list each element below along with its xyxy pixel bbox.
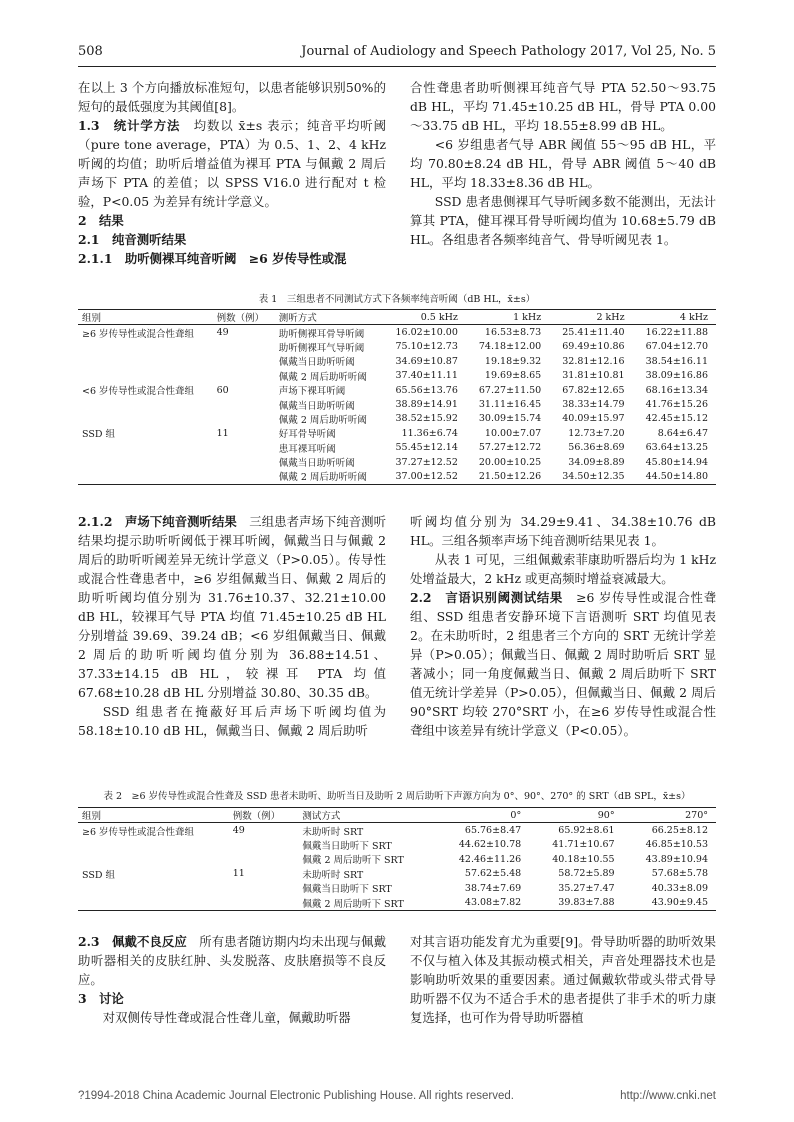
- table-cell: 32.81±12.16: [562, 355, 625, 367]
- table-cell: [78, 455, 213, 469]
- section-heading: 2.1.1 助听侧裸耳纯音听阈 ≥6 岁传导性或混: [78, 251, 347, 266]
- table-cell: <6 岁传导性或混合性聋组: [82, 386, 195, 398]
- table-cell: 11: [232, 868, 245, 880]
- table-cell: 66.25±8.12: [651, 825, 708, 837]
- table-cell: 19.69±8.65: [484, 370, 542, 382]
- section-heading: 2.2 言语识别阈测试结果: [410, 590, 564, 605]
- table-cell: [229, 895, 299, 910]
- table-cell: 佩戴当日助听听阈: [278, 458, 355, 470]
- table-row: [78, 838, 716, 852]
- table-cell: 37.27±12.52: [395, 456, 458, 468]
- table-cell: 35.27±7.47: [558, 882, 615, 894]
- table-cell: 20.00±10.25: [478, 456, 542, 468]
- table-cell: [78, 469, 213, 484]
- table-cell: 佩戴当日助听听阈: [278, 357, 355, 369]
- table-cell: 未助听时 SRT: [302, 869, 364, 881]
- table-cell: 43.90±9.45: [651, 897, 708, 909]
- table-cell: [78, 838, 229, 852]
- table-cell: 65.56±13.76: [395, 384, 458, 396]
- paragraph: <6 岁组患者气导 ABR 阈值 55～95 dB HL，平均 70.80±8.24 dB HL，骨导 ABR 阈值 5～40 dB HL，平均 18.33±8.36 dB HL。: [410, 137, 716, 190]
- table-cell: 57.68±5.78: [651, 868, 708, 880]
- journal-header: Journal of Audiology and Speech Pathology 2017, Vol 25, No. 5: [301, 44, 716, 59]
- table-cell: ≥6 岁传导性或混合性聋组: [82, 826, 195, 838]
- column-header: 组别: [82, 811, 102, 823]
- column-header: 1 kHz: [513, 311, 542, 323]
- table-cell: 38.54±16.11: [645, 355, 708, 367]
- table-row: [78, 867, 716, 881]
- table-cell: 67.04±12.70: [645, 341, 708, 353]
- paragraph: SSD 患者患侧裸耳气导听阈多数不能测出，无法计算其 PTA，健耳裸耳骨导听阈均值为 10.68±5.79 dB HL。各组患者各频率纯音气、骨导听阈见表 1。: [410, 194, 716, 247]
- column-header: 例数（例）: [216, 313, 265, 325]
- table-cell: 12.73±7.20: [568, 427, 625, 439]
- table-cell: 佩戴当日助听下 SRT: [302, 884, 392, 896]
- table-cell: 30.09±15.74: [478, 413, 542, 425]
- paragraph-text: 所有患者随访期内均未出现与佩戴助听器相关的皮肤红肿、头发脱落、皮肤磨损等不良反应。: [78, 934, 387, 987]
- table-cell: 16.22±11.88: [645, 327, 708, 339]
- table-cell: [78, 852, 229, 866]
- table-cell: [213, 455, 275, 469]
- page-number: 508: [78, 44, 103, 59]
- table-row: [78, 383, 716, 397]
- table-cell: 57.62±5.48: [464, 868, 522, 880]
- table-cell: [213, 354, 275, 368]
- table-cell: 19.18±9.32: [484, 355, 542, 367]
- table-cell: [78, 354, 213, 368]
- header-rule: [78, 66, 716, 67]
- table-cell: 45.80±14.94: [645, 456, 708, 468]
- table-cell: 助听侧裸耳骨导听阈: [278, 328, 365, 340]
- table-cell: 67.82±12.65: [562, 384, 625, 396]
- table-cell: [78, 895, 229, 910]
- table-row: [78, 426, 716, 440]
- table-cell: 佩戴 2 周后助听听阈: [278, 472, 367, 484]
- table-cell: 60: [216, 384, 229, 396]
- table-cell: 43.89±10.94: [645, 853, 708, 865]
- table-cell: 74.18±12.00: [478, 341, 542, 353]
- right-column-bottom: [410, 932, 716, 1027]
- table-cell: 31.11±16.45: [478, 399, 542, 411]
- table-row: [78, 354, 716, 368]
- column-header: 例数（例）: [232, 811, 281, 823]
- table-cell: 38.89±14.91: [395, 399, 458, 411]
- table2-caption: 表 2 ≥6 岁传导性或混合性聋及 SSD 患者未助听、助听当日及助听 2 周后助听下声源方向为 0°、90°、270° 的 SRT（dB SPL，x̄±s）: [103, 791, 691, 802]
- table-row: [78, 455, 716, 469]
- table-cell: 佩戴 2 周后助听听阈: [278, 414, 367, 426]
- left-column-bottom: [78, 932, 386, 1027]
- table-row: [78, 823, 716, 838]
- table-cell: 69.49±10.86: [562, 341, 625, 353]
- table-cell: [78, 397, 213, 411]
- table-cell: 43.08±7.82: [464, 897, 522, 909]
- table-cell: 好耳骨导听阈: [278, 429, 336, 441]
- table-cell: 患耳裸耳听阈: [278, 443, 336, 455]
- table2: [78, 807, 716, 911]
- table-cell: 39.83±7.88: [558, 897, 615, 909]
- table-cell: [78, 369, 213, 383]
- left-column-mid: [78, 512, 386, 740]
- table-cell: 68.16±13.34: [645, 384, 708, 396]
- column-header: 4 kHz: [679, 311, 708, 323]
- table-row: [78, 412, 716, 426]
- table-cell: 40.09±15.97: [562, 413, 625, 425]
- paragraph: 对其言语功能发育尤为重要[9]。骨导助听器的助听效果不仅与植入体及其振动模式相关，声音处理器技术也是影响助听效果的重要因素。通过佩戴软带或头带式骨导助听器不仅为不适合手术的患者提供了非手术的听力康复选择，也可作为骨导助听器植: [410, 934, 716, 1025]
- table-cell: 未助听时 SRT: [302, 826, 364, 838]
- footer: [78, 1090, 716, 1102]
- copyright-text: ?1994-2018 China Academic Journal Electronic Publishing House. All rights reserved.: [78, 1090, 514, 1102]
- sound-field-paragraph: [78, 512, 386, 702]
- table-row: [78, 397, 716, 411]
- table-cell: 31.81±10.81: [562, 370, 625, 382]
- table-cell: 佩戴当日助听听阈: [278, 400, 355, 412]
- table-cell: 38.74±7.69: [464, 882, 522, 894]
- column-header: 2 kHz: [596, 311, 625, 323]
- table-cell: SSD 组: [82, 869, 115, 881]
- table-cell: 37.00±12.52: [395, 470, 458, 482]
- table-cell: [78, 340, 213, 354]
- right-column-top: [410, 78, 716, 249]
- table-cell: [229, 881, 299, 895]
- table-row: [78, 369, 716, 383]
- table-cell: 56.36±8.69: [568, 442, 625, 454]
- table-cell: [213, 412, 275, 426]
- table-cell: [78, 881, 229, 895]
- paragraph: 在以上 3 个方向播放标准短句，以患者能够识别50%的短句的最低强度为其阈值[8]。: [78, 80, 386, 114]
- table-cell: 佩戴当日助听下 SRT: [302, 840, 392, 852]
- table-cell: 44.62±10.78: [458, 839, 522, 851]
- table-cell: 16.53±8.73: [484, 327, 542, 339]
- table1-caption: 表 1 三组患者不同测试方式下各频率纯音听阈（dB HL，x̄±s）: [258, 294, 536, 305]
- table-row: [78, 852, 716, 866]
- column-header: 测试方式: [302, 811, 341, 823]
- table-cell: SSD 组: [82, 429, 115, 441]
- paragraph-text: 均数以 x̄±s 表示；纯音平均听阈（pure tone average，PTA）为 0.5、1、2、4 kHz 听阈的均值；助听后增益值为裸耳 PTA 与佩戴 2 周后声场下 PTA 的差值；以 SPSS V16.0 进行配对 t 检验，P<0.05 为差异有统计学意义。: [78, 118, 387, 209]
- table-cell: [229, 852, 299, 866]
- table-row: [78, 895, 716, 910]
- left-column-top: [78, 78, 386, 268]
- table-header-row: [78, 310, 716, 325]
- table-cell: [78, 412, 213, 426]
- column-header: 组别: [82, 313, 102, 325]
- table-row: [78, 325, 716, 340]
- paragraph-text: 三组患者声场下纯音测听结果均提示助听听阈低于裸耳听阈，佩戴当日与佩戴 2 周后的助听听阈差异无统计学意义（P>0.05）。传导性或混合性聋患者中，≥6 岁组佩戴当日、佩戴 2 周后的助听听阈均值分别为 31.76±10.37、32.21±10.00 dB HL，较裸耳气导 PTA 均值 71.45±10.25 dB HL 分别增益 39.69、39.24 dB；<6 岁组佩戴当日、佩戴 2 周后的助听听阈均值分别为 36.88±14.51、37.33±14.15 dB HL，较裸耳 PTA 均值 67.68±10.28 dB HL 分别增益 30.80、30.35 dB。: [78, 514, 387, 700]
- table-cell: 40.33±8.09: [651, 882, 708, 894]
- table-cell: [213, 397, 275, 411]
- table-cell: 49: [216, 327, 229, 339]
- table-cell: 佩戴 2 周后助听听阈: [278, 371, 367, 383]
- table-cell: 38.52±15.92: [395, 413, 458, 425]
- column-header: 270°: [685, 809, 708, 821]
- section-heading: 2 结果: [78, 213, 124, 228]
- stats-paragraph: [78, 116, 386, 211]
- table-cell: 41.71±10.67: [552, 839, 615, 851]
- table-cell: [229, 838, 299, 852]
- column-header: 90°: [597, 809, 615, 821]
- table-cell: 41.76±15.26: [645, 399, 708, 411]
- table-cell: [213, 469, 275, 484]
- paragraph: 从表 1 可见，三组佩戴索菲康助听器后均为 1 kHz 处增益最大，2 kHz 或更高频时增益衰减最大。: [410, 552, 716, 586]
- table1: [78, 309, 716, 485]
- section-heading: 2.1.2 声场下纯音测听结果: [78, 514, 237, 529]
- table-cell: 34.50±12.35: [562, 470, 625, 482]
- table-cell: 67.27±11.50: [478, 384, 542, 396]
- table-row: [78, 881, 716, 895]
- section-heading: 3 讨论: [78, 991, 124, 1006]
- column-header: 0°: [510, 809, 522, 821]
- table-cell: 11.36±6.74: [401, 427, 458, 439]
- srt-paragraph: [410, 588, 716, 740]
- column-header: 测听方式: [278, 313, 317, 325]
- section-heading: 2.1 纯音测听结果: [78, 232, 187, 247]
- table-cell: 65.92±8.61: [558, 825, 615, 837]
- paragraph: SSD 组患者在掩蔽好耳后声场下听阈均值为 58.18±10.10 dB HL，佩戴当日、佩戴 2 周后助听: [78, 704, 386, 738]
- table-cell: 25.41±11.40: [562, 327, 625, 339]
- table-cell: 8.64±6.47: [657, 427, 708, 439]
- table-cell: 10.00±7.07: [484, 427, 542, 439]
- table-cell: 58.72±5.89: [558, 868, 615, 880]
- table-row: [78, 340, 716, 354]
- table-cell: 57.27±12.72: [478, 442, 542, 454]
- table-cell: 16.02±10.00: [395, 327, 458, 339]
- table-cell: ≥6 岁传导性或混合性聋组: [82, 328, 195, 340]
- table-cell: 42.45±15.12: [645, 413, 708, 425]
- paragraph: 听阈均值分别为 34.29±9.41、34.38±10.76 dB HL。三组各频率声场下纯音测听结果见表 1。: [410, 514, 716, 548]
- table-cell: 63.64±13.25: [645, 442, 708, 454]
- table-cell: 65.76±8.47: [464, 825, 522, 837]
- table-cell: 37.40±11.11: [395, 370, 458, 382]
- right-column-mid: [410, 512, 716, 740]
- table-cell: 11: [216, 427, 229, 439]
- table-cell: 声场下裸耳听阈: [278, 386, 346, 398]
- table-cell: 55.45±12.14: [395, 442, 458, 454]
- table-cell: 佩戴 2 周后助听下 SRT: [302, 898, 404, 910]
- table-cell: [78, 441, 213, 455]
- section-heading: 2.3 佩戴不良反应: [78, 934, 187, 949]
- table-row: [78, 469, 716, 484]
- paragraph: 对双侧传导性聋或混合性聋儿童，佩戴助听器: [102, 1010, 351, 1025]
- table-header-row: [78, 808, 716, 823]
- table-cell: 46.85±10.53: [645, 839, 708, 851]
- paragraph: 合性聋患者助听侧裸耳纯音气导 PTA 52.50～93.75 dB HL，平均 71.45±10.25 dB HL，骨导 PTA 0.00～33.75 dB HL，平均 18.55±8.99 dB HL。: [410, 80, 716, 133]
- table-cell: 21.50±12.26: [478, 470, 542, 482]
- section-heading: 1.3 统计学方法: [78, 118, 181, 133]
- paragraph-text: ≥6 岁传导性或混合性聋组、SSD 组患者安静环境下言语测听 SRT 均值见表 2。在未助听时，2 组患者三个方向的 SRT 无统计学差异（P>0.05）；佩戴当日、佩戴 2 周时助听后 SRT 显著减小；同一角度佩戴当日、佩戴 2 周后助听下 SRT 值无统计学差异（P>0.05），但佩戴当日、佩戴 2 周后 90°SRT 均较 270°SRT 小，在≥6 岁传导性或混合性聋组中该差异有统计学意义（P<0.05）。: [410, 590, 716, 738]
- column-header: 0.5 kHz: [420, 311, 458, 323]
- footer-link[interactable]: http://www.cnki.net: [620, 1090, 716, 1102]
- table-cell: 49: [232, 825, 245, 837]
- table-cell: [213, 369, 275, 383]
- table-cell: [213, 340, 275, 354]
- table-cell: 75.10±12.73: [395, 341, 458, 353]
- table-cell: 34.69±10.87: [395, 355, 458, 367]
- table-cell: 34.09±8.89: [568, 456, 625, 468]
- table-cell: 42.46±11.26: [458, 853, 522, 865]
- table-cell: 佩戴 2 周后助听下 SRT: [302, 855, 404, 867]
- table-cell: [213, 441, 275, 455]
- table-cell: 38.33±14.79: [562, 399, 625, 411]
- table-cell: 38.09±16.86: [645, 370, 708, 382]
- table-cell: 40.18±10.55: [552, 853, 615, 865]
- table-row: [78, 441, 716, 455]
- adverse-paragraph: [78, 932, 386, 989]
- table-cell: 44.50±14.80: [645, 470, 708, 482]
- table-cell: 助听侧裸耳气导听阈: [278, 342, 365, 354]
